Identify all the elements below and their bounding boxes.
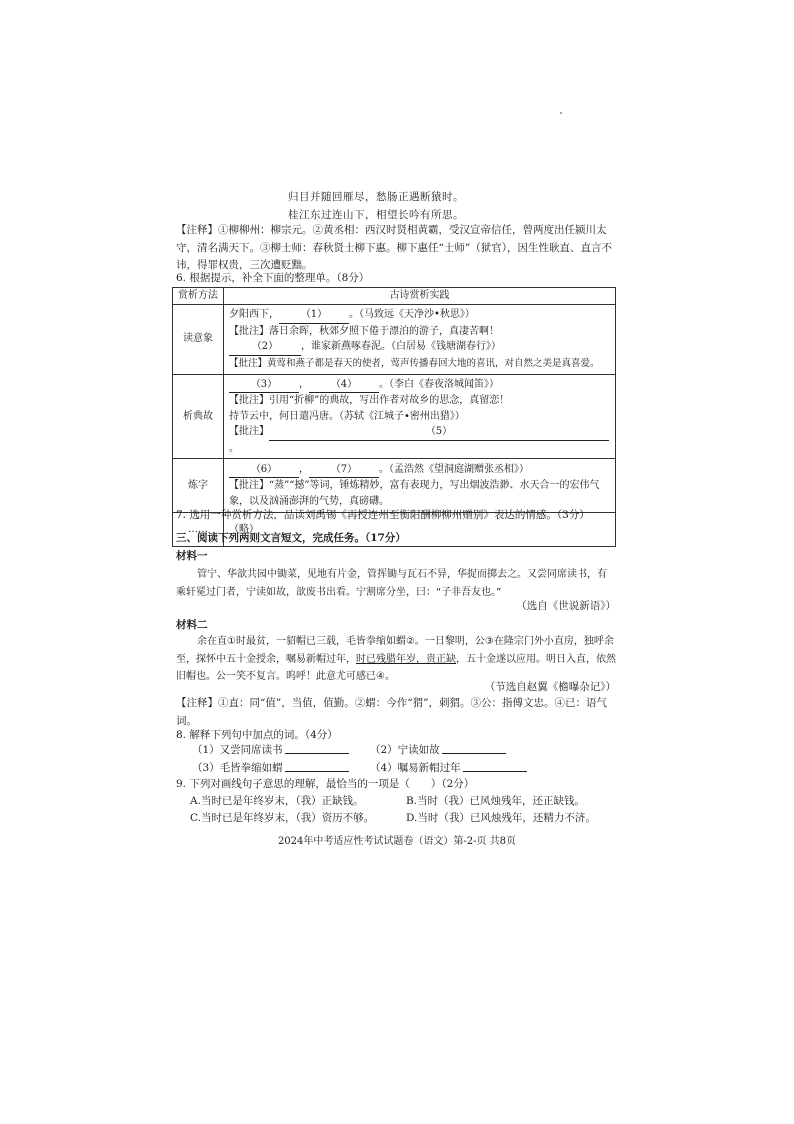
note-2 xyxy=(176,695,616,730)
note-1-label: 【注释】 xyxy=(176,224,218,236)
q9-option-d[interactable]: D.当时（我）已风烛残年，还精力不济。 xyxy=(406,812,596,824)
poem-line-2: 桂江东过连山下，相望长吟有所思。 xyxy=(288,209,464,221)
material-1-title: 材料一 xyxy=(176,550,208,562)
practice-wording: （6） ， （7） 。（孟浩然《望洞庭湖赠张丞相》） 【批注】“蒸”“撼”等词，锤炼精妙，富有表现力，写出烟波浩渺、水天合一的宏伟气象，以及汹涌澎湃的气势，真磅礴。 xyxy=(224,459,616,513)
table-header-method: 赏析方法 xyxy=(173,288,224,305)
comment: 【批注】落日余晖，秋郊夕照下倦于漂泊的游子，真凄苦啊！ xyxy=(229,325,499,337)
blank-7[interactable]: （7） xyxy=(309,462,379,479)
q8-item-4: （4）嘱易新帽过年 xyxy=(370,760,527,775)
material-1-body: 管宁、华歆共园中锄菜，见地有片金，管挥锄与瓦石不异，华捉而掷去之。又尝同席读书，有乘轩冕过门者，宁读如故，歆废书出看。宁割席分坐，曰：“子非吾友也。” xyxy=(176,569,607,598)
q8-item-1: （1）又尝同席读书 xyxy=(192,742,349,757)
comment: 【批注】黄莺和燕子都是春天的使者，莺声传播春回大地的喜讯，对自然之美是真喜爱。 xyxy=(229,357,600,369)
comment: 【批注】“蒸”“撼”等词，锤炼精妙，富有表现力，写出烟波浩渺、水天合一的宏伟气象，以及汹涌澎湃的气势，真磅礴。 xyxy=(229,480,600,507)
answer-line[interactable] xyxy=(285,760,349,772)
material-2-body: 余在直①时最贫，一貂帽已三载，毛皆拳缩如蝟②。一日黎明，公③在隆宗门外小直房，独呼余至，探怀中五十金授余，嘱易新帽过年，时已残腊年岁，贵正缺，五十金遂以应用。明日入直，依然旧帽也。公一笑不复言。呜呼！此意尤可感已④。 xyxy=(176,636,616,682)
q9-option-b[interactable]: B.当时（我）已风烛残年，还正缺钱。 xyxy=(406,795,586,807)
answer-line[interactable] xyxy=(463,760,527,772)
speck xyxy=(560,112,562,114)
note-1 xyxy=(176,222,616,275)
note-2-text: ①直：同“值”，当值，值勤。②蝟：今作“猬”，刺猬。③公：指傅文忠。④已：语气词。 xyxy=(176,697,607,727)
method-imagery: 读意象 xyxy=(173,304,224,374)
practice-imagery: 夕阳西下， （1） 。（马致远《天净沙•秋思》） 【批注】落日余晖，秋郊夕照下倦于漂泊的游子，真凄苦啊！ （2） ，谁家新燕啄春泥。（白居易《钱塘湖春行》） 【批注】黄莺和燕子都是春天的使者，莺声传播春回大地的喜讯，对自然之美是真喜爱。 xyxy=(224,304,616,374)
method-allusion: 析典故 xyxy=(173,374,224,459)
answer-line[interactable] xyxy=(285,742,349,754)
blank-6[interactable]: （6） xyxy=(229,462,299,479)
poem-line-1: 归目并随回雁尽，愁肠正遇断猿时。 xyxy=(288,191,464,203)
question-8: 8. 解释下列句中加点的词。（4分） xyxy=(176,729,338,741)
q8-item-3: （3）毛皆拳缩如蝟 xyxy=(192,760,349,775)
answer-line[interactable] xyxy=(442,742,506,754)
practice-omitted: （略） xyxy=(224,513,616,547)
practice-allusion: （3） ， （4） 。（李白《春夜洛城闻笛》） 【批注】引用“折柳”的典故，写出作者对故乡的思念，真留恋！ 持节云中，何日遣冯唐。（苏轼《江城子•密州出猎》） 【批注】 （5）。 xyxy=(224,374,616,459)
underlined-sentence: 时已残腊年岁，贵正缺 xyxy=(356,653,456,665)
q8-item-2: （2）宁读如故 xyxy=(370,742,506,757)
page-footer: 2024年中考适应性考试试题卷（语文）第-2-页 共8页 xyxy=(277,836,517,847)
comment: 【批注】引用“折柳”的典故，写出作者对故乡的思念，真留恋！ xyxy=(229,395,510,406)
method-wording: 炼字 xyxy=(173,459,224,513)
section-3-title: 三、阅读下列两则文言短文，完成任务。（17分） xyxy=(176,532,406,544)
question-9: 9. 下列对画线句子意思的理解，最恰当的一项是（ ）（2分） xyxy=(176,778,475,790)
material-2-title: 材料二 xyxy=(176,619,208,631)
question-6: 6. 根据提示，补全下面的整理单。（8分） xyxy=(176,272,370,284)
note-2-label: 【注释】 xyxy=(176,697,218,709)
q9-option-a[interactable]: A.当时已是年终岁末，（我）正缺钱。 xyxy=(190,795,364,807)
table-header-practice: 古诗赏析实践 xyxy=(224,288,616,305)
method-ellipsis: …… xyxy=(173,513,224,547)
blank-5[interactable]: （5） xyxy=(269,424,609,441)
material-1-source: （选自《世说新语》） xyxy=(516,600,616,612)
material-2-source: （节选自赵翼《檐曝杂记》） xyxy=(484,681,616,693)
blank-2[interactable]: （2） xyxy=(229,339,301,356)
note-1-text: ①柳柳州：柳宗元。②黄丞相：西汉时贤相黄霸，受汉宣帝信任，曾两度出任颍川太守，清名满天下。③柳士师：春秋贤士柳下惠。柳下惠任“士师”（狱官），因生性耿直、直言不讳，得罪权贵，三次遭贬黜。 xyxy=(176,224,612,271)
question-7: 7. 选用一种赏析方法，品读刘禹锡《再授连州至衡阳酬柳柳州赠别》表达的情感。（3分） xyxy=(176,509,590,521)
blank-4[interactable]: （4） xyxy=(309,377,379,394)
blank-1[interactable]: （1） xyxy=(279,307,349,324)
q9-option-c[interactable]: C.当时已是年终岁末，（我）资历不够。 xyxy=(190,812,375,824)
blank-3[interactable]: （3） xyxy=(229,377,299,394)
